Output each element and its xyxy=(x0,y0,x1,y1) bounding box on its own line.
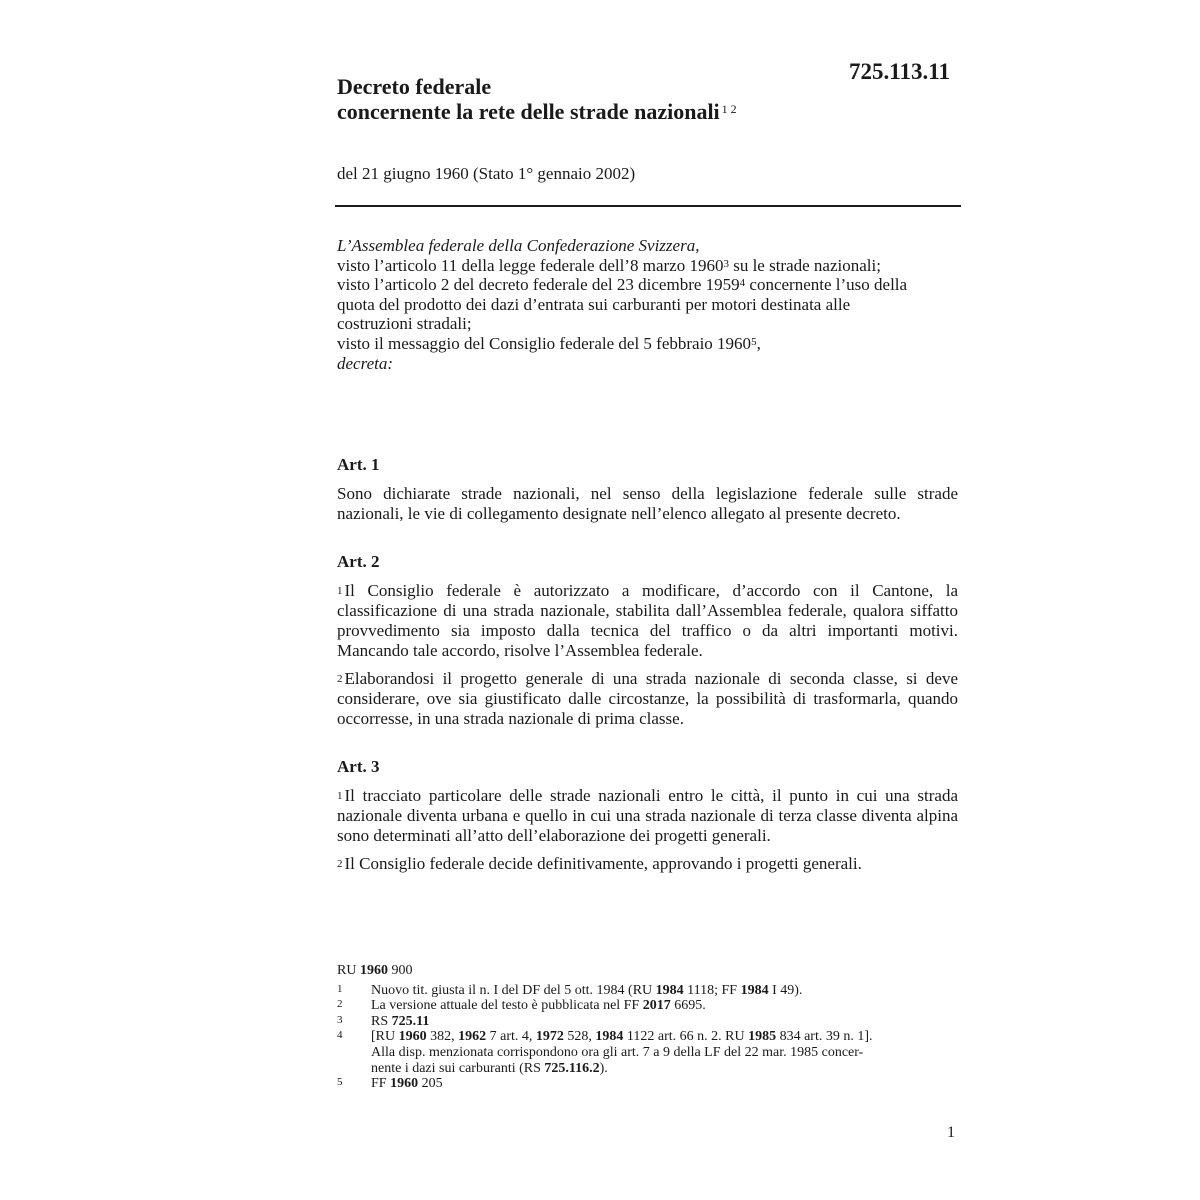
fn-bold: 1984 xyxy=(655,982,684,998)
article-paragraph xyxy=(337,786,958,846)
footnote-ref[interactable]: 3 xyxy=(723,257,729,270)
fn-text: La versione attuale del testo è pubblicata nel FF xyxy=(371,998,643,1014)
preamble-line-1 xyxy=(337,256,962,276)
fn-text: ). xyxy=(599,1060,608,1076)
article-title: Art. 3 xyxy=(337,757,380,776)
title-footnote-refs[interactable]: 1 2 xyxy=(721,102,737,116)
fn-text: 6695. xyxy=(670,998,706,1014)
fn-bold: 1960 xyxy=(390,1076,419,1092)
paragraph-number: 2 xyxy=(337,858,343,870)
title-line-2 xyxy=(337,99,737,124)
preamble-text: concernente l’uso della xyxy=(745,275,908,295)
preamble-text: , xyxy=(756,333,761,353)
fn-text: Nuovo tit. giusta il n. I del DF del 5 ott. 1984 (RU xyxy=(371,982,656,998)
preamble xyxy=(337,236,962,373)
footnote-text xyxy=(371,983,962,999)
fn-text: nente i dazi sui carburanti (RS xyxy=(371,1060,545,1076)
fn-text: I 49). xyxy=(768,982,803,998)
fn-bold: 1972 xyxy=(535,1029,564,1045)
title-line-2-text: concernente la rete delle strade nazionali xyxy=(337,99,720,124)
footnote-line: Alla disp. menzionata corrispondono ora gli art. 7 a 9 della LF del 22 mar. 1985 concer- xyxy=(371,1044,864,1060)
fn-text: 382, xyxy=(426,1029,459,1045)
footnote-ref[interactable]: 5 xyxy=(751,335,757,348)
document-title xyxy=(337,74,737,124)
title-line-1: Decreto federale xyxy=(337,74,492,99)
paragraph-number: 2 xyxy=(337,673,343,685)
footnote-text xyxy=(371,1076,962,1092)
article-2 xyxy=(337,552,958,737)
fn-bold: 2017 xyxy=(642,998,671,1014)
preamble-line-2 xyxy=(337,275,962,295)
fn-text: 205 xyxy=(418,1076,443,1092)
fn-text: RU xyxy=(337,963,360,978)
fn-text: 900 xyxy=(387,963,413,978)
preamble-text: visto il messaggio del Consiglio federale del 5 febbraio 1960 xyxy=(337,333,752,353)
footnote-number: 5 xyxy=(337,1076,343,1089)
article-3 xyxy=(337,757,958,882)
footnotes xyxy=(337,963,962,1092)
paragraph-text: Il tracciato particolare delle strade nazionali entro le città, il punto in cui una strada nazionale diventa urbana e quello in cui una strada nazionale di terza classe diventa alpina sono determinati all’atto dell’elaborazione dei progetti generali. xyxy=(337,786,958,845)
fn-bold: 725.116.2 xyxy=(544,1060,600,1076)
fn-bold: 1960 xyxy=(398,1029,427,1045)
preamble-text: visto l’articolo 11 della legge federale dell’8 marzo 1960 xyxy=(337,255,724,275)
fn-bold: 1960 xyxy=(359,963,388,978)
preamble-line-3: quota del prodotto dei dazi d’entrata sui carburanti per motori destinata alle xyxy=(337,294,851,314)
sr-number: 725.113.11 xyxy=(849,59,950,84)
footnote-4 xyxy=(337,1029,962,1076)
article-paragraph xyxy=(337,581,958,661)
fn-text: 1118; FF xyxy=(683,982,741,998)
article-paragraph xyxy=(337,854,958,874)
footnote-text xyxy=(371,998,962,1014)
preamble-text: visto l’articolo 2 del decreto federale del 23 dicembre 1959 xyxy=(337,275,740,295)
fn-bold: 1962 xyxy=(458,1029,487,1045)
header-divider xyxy=(335,205,961,207)
footnote-number: 2 xyxy=(337,998,343,1011)
paragraph-number: 1 xyxy=(337,585,343,597)
preamble-text: su le strade nazionali; xyxy=(728,255,881,275)
footnote-ru-reference xyxy=(337,963,962,979)
fn-text: 7 art. 4, xyxy=(486,1029,536,1045)
footnote-number: 1 xyxy=(337,982,343,995)
footnote-line xyxy=(371,1061,962,1077)
paragraph-number: 1 xyxy=(337,790,343,802)
page-number: 1 xyxy=(947,1124,955,1141)
footnote-1 xyxy=(337,983,962,999)
preamble-decreta: decreta: xyxy=(337,353,394,373)
document-date: del 21 giugno 1960 (Stato 1° gennaio 2002) xyxy=(337,164,636,183)
fn-bold: 1984 xyxy=(740,982,769,998)
fn-text: 528, xyxy=(563,1029,596,1045)
article-title: Art. 2 xyxy=(337,552,380,571)
footnote-ref[interactable]: 4 xyxy=(739,277,746,290)
fn-text: FF xyxy=(371,1076,391,1092)
preamble-line-4: costruzioni stradali; xyxy=(337,314,472,334)
preamble-authority: L’Assemblea federale della Confederazione Svizzera, xyxy=(337,236,700,255)
article-paragraph xyxy=(337,484,958,524)
footnote-text xyxy=(371,1014,962,1030)
paragraph-text: Il Consiglio federale decide definitivamente, approvando i progetti generali. xyxy=(344,854,862,873)
footnote-2 xyxy=(337,998,962,1014)
fn-text: [RU xyxy=(371,1029,399,1045)
fn-text: 834 art. 39 n. 1]. xyxy=(776,1029,873,1045)
article-paragraph xyxy=(337,669,958,729)
paragraph-text: Elaborandosi il progetto generale di una strada nazionale di seconda classe, si deve considerare, ove sia giustificato dalle circostanze, la possibilità di trasformarla, quando occorresse, in una strada nazionale di prima classe. xyxy=(337,669,958,728)
preamble-line-5 xyxy=(337,334,962,354)
fn-text: 1122 art. 66 n. 2. RU xyxy=(623,1029,749,1045)
article-1 xyxy=(337,455,958,532)
article-title: Art. 1 xyxy=(337,455,380,474)
fn-bold: 725.11 xyxy=(391,1013,430,1029)
fn-text: RS xyxy=(371,1013,392,1029)
footnote-number: 4 xyxy=(337,1029,343,1042)
footnote-line xyxy=(371,1029,962,1045)
footnote-5 xyxy=(337,1076,962,1092)
footnote-text xyxy=(371,1029,962,1076)
paragraph-text: Il Consiglio federale è autorizzato a modificare, d’accordo con il Cantone, la classificazione di una strada nazionale, stabilita dall’Assemblea federale, qualora siffatto provvedimento sia imposto dalla tecnica del traffico o da altri importanti motivi. Mancando tale accordo, risolve l’Assemblea federale. xyxy=(337,581,958,660)
footnote-3 xyxy=(337,1014,962,1030)
footnote-number: 3 xyxy=(337,1013,343,1026)
fn-bold: 1985 xyxy=(748,1029,777,1045)
fn-bold: 1984 xyxy=(595,1029,624,1045)
paragraph-text: Sono dichiarate strade nazionali, nel senso della legislazione federale sulle strade nazionali, le vie di collegamento designate nell’elenco allegato al presente decreto. xyxy=(337,484,958,523)
